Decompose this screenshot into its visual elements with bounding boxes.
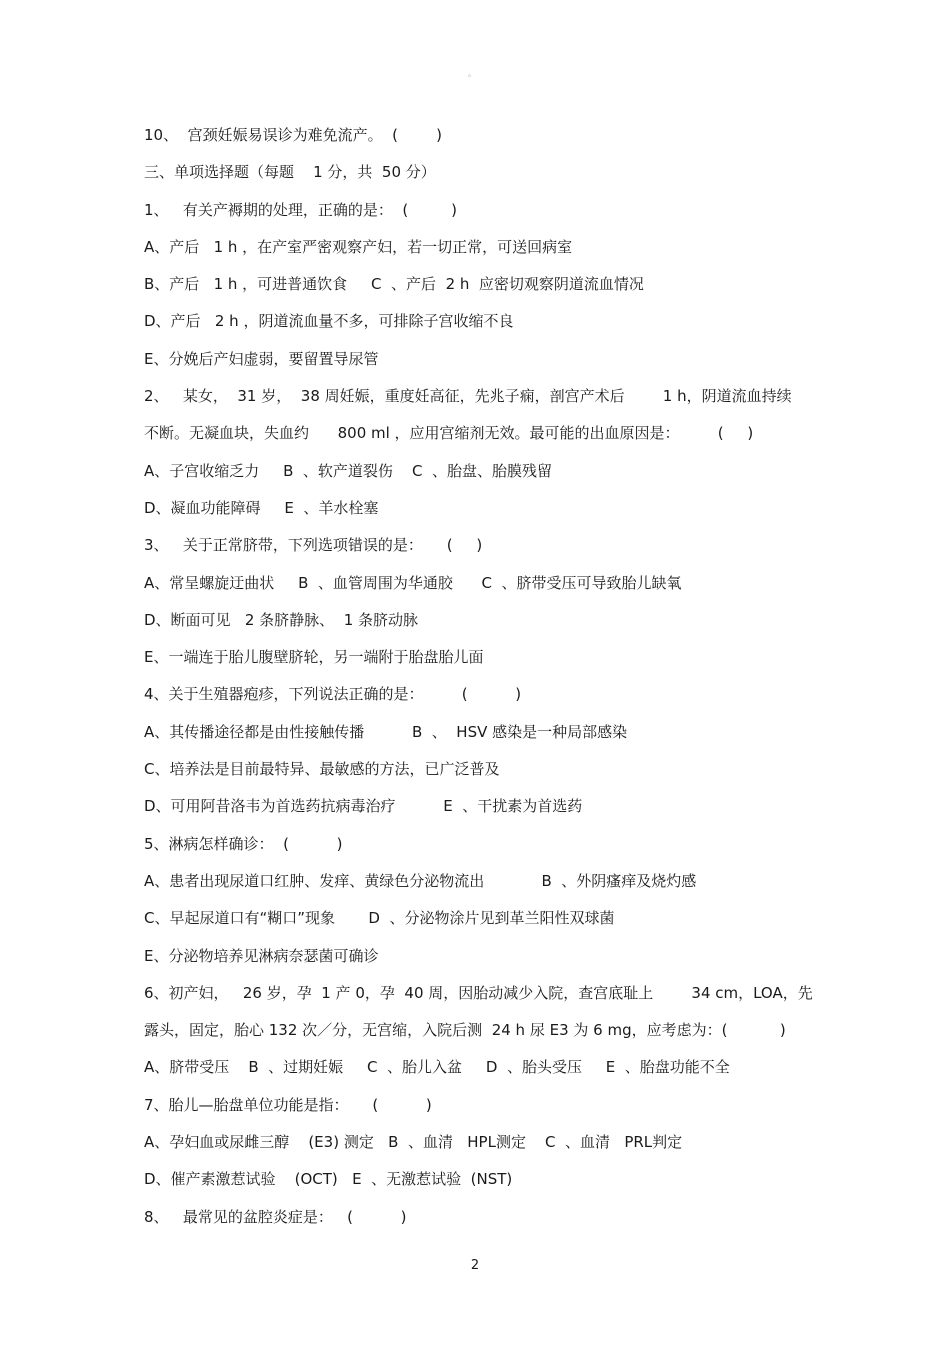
question-5-options-ab: A、患者出现尿道口红肿、发痒、黄绿色分泌物流出 B 、外阴瘙痒及烧灼感 [144,871,697,890]
question-1-option-e: E、分娩后产妇虚弱，要留置导尿管 [144,349,379,368]
question-10-text: 10、 宫颈妊娠易误诊为难免流产。 ( ) [144,126,443,144]
question-7-stem: 7、胎儿—胎盘单位功能是指： ( ) [144,1095,432,1114]
question-3-option-e: E、一端连于胎儿腹壁脐轮，另一端附于胎盘胎儿面 [144,648,484,667]
question-1-option-b-c: B、产后 1 h ，可进普通饮食 C 、产后 2 h 应密切观察阴道流血情况 [144,275,644,294]
question-6-stem-cont: 露头，固定，胎心 132 次／分，无宫缩，入院后测 24 h 尿 E3 为 6 mg，应考虑为：( ) [144,1021,786,1040]
question-1-option-d: D、产后 2 h ，阴道流血量不多，可排除子宫收缩不良 [144,312,514,331]
question-2-stem: 2、 某女， 31 岁， 38 周妊娠，重度妊高征，先兆子痫，剖宫产术后 1 h，阴道流血持续 [144,387,792,406]
question-8-stem: 8、 最常见的盆腔炎症是： ( ) [144,1207,407,1226]
question-5-options-cd: C、早起尿道口有“糊口”现象 D 、分泌物涂片见到革兰阳性双球菌 [144,909,615,928]
question-5-stem: 5、淋病怎样确诊： ( ) [144,834,343,853]
question-2-options-abc: A、子宫收缩乏力 B 、软产道裂伤 C 、胎盘、胎膜残留 [144,461,553,480]
question-4-option-c: C、培养法是目前最特异、最敏感的方法，已广泛普及 [144,760,500,779]
question-3-stem: 3、 关于正常脐带，下列选项错误的是： ( ) [144,536,483,555]
question-3-options-abc: A、常呈螺旋迂曲状 B 、血管周围为华通胶 C 、脐带受压可导致胎儿缺氧 [144,573,682,592]
question-1-stem: 1、 有关产褥期的处理，正确的是： ( ) [144,200,458,219]
question-2-options-de: D、凝血功能障碍 E 、羊水栓塞 [144,498,379,517]
question-4-stem: 4、关于生殖器疱疹，下列说法正确的是： ( ) [144,685,522,704]
question-4-options-de: D、可用阿昔洛韦为首选药抗病毒治疗 E 、干扰素为首选药 [144,797,583,816]
top-mark: 。 [468,69,476,78]
document-body [144,122,824,1241]
question-7-options-abc: A、孕妇血或尿雌三醇 (E3) 测定 B 、血清 HPL测定 C 、血清 PRL判定 [144,1133,683,1152]
question-6-stem: 6、初产妇， 26 岁，孕 1 产 0，孕 40 周，因胎动减少入院，查宫底耻上 34 cm，LOA，先 [144,983,813,1002]
question-6-options: A、脐带受压 B 、过期妊娠 C 、胎儿入盆 D 、胎头受压 E 、胎盘功能不全 [144,1058,730,1077]
page-number: 2 [470,1258,480,1273]
question-5-option-e: E、分泌物培养见淋病奈瑟菌可确诊 [144,946,379,965]
section-heading: 三、单项选择题（每题 1 分，共 50 分） [144,163,436,182]
question-7-options-de: D、催产素激惹试验 (OCT) E 、无激惹试验 (NST) [144,1170,513,1189]
question-4-options-ab: A、其传播途径都是由性接触传播 B 、 HSV 感染是一种局部感染 [144,722,628,741]
question-3-option-d: D、断面可见 2 条脐静脉、 1 条脐动脉 [144,610,419,629]
question-1-option-a: A、产后 1 h ，在产室严密观察产妇，若一切正常，可送回病室 [144,237,573,256]
question-2-stem-cont: 不断。无凝血块，失血约 800 ml ，应用宫缩剂无效。最可能的出血原因是： ( ) [144,424,754,443]
